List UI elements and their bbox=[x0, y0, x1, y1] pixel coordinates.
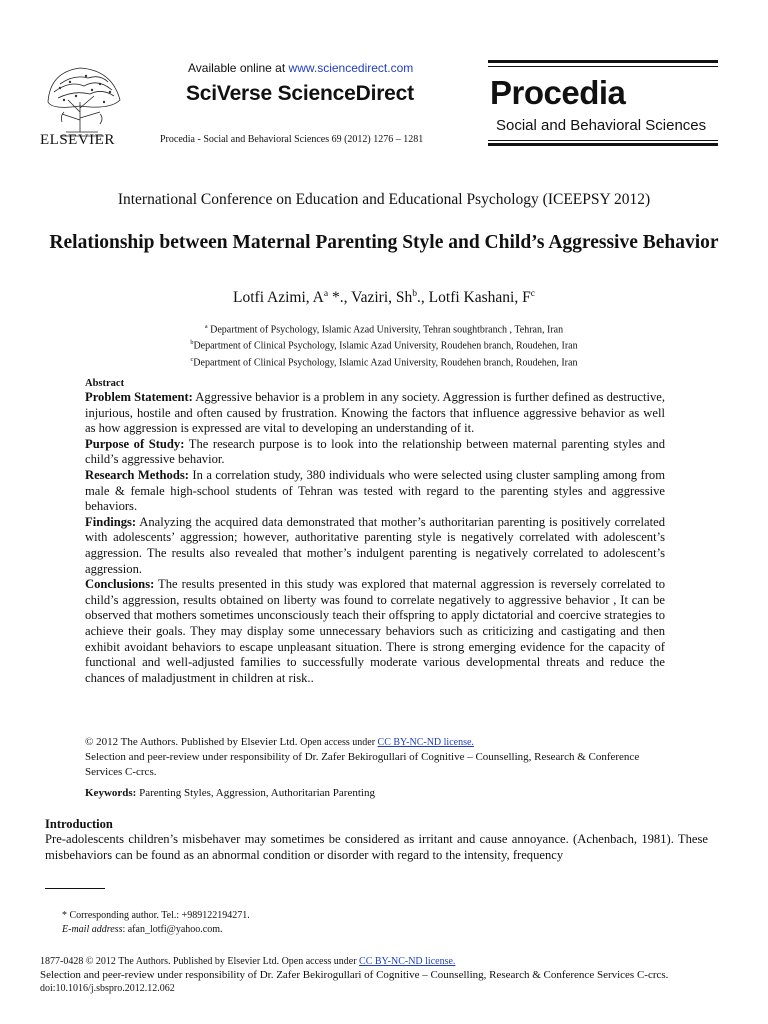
abstract-purpose bbox=[85, 437, 665, 468]
available-prefix: Available online at bbox=[188, 61, 289, 75]
procedia-subtitle: Social and Behavioral Sciences bbox=[496, 117, 707, 134]
section-label: Problem Statement: bbox=[85, 390, 193, 404]
keywords-label: Keywords: bbox=[85, 787, 137, 799]
affiliation-text: Department of Clinical Psychology, Islamic Azad University, Roudehen branch, Roudehen, Iran bbox=[193, 340, 578, 352]
sciencedirect-link[interactable]: www.sciencedirect.com bbox=[288, 61, 414, 75]
author-1-sup: a bbox=[323, 288, 329, 299]
footer-issn-line bbox=[40, 955, 720, 969]
affiliation-sup: c bbox=[190, 355, 194, 363]
open-access-text: Open access under bbox=[279, 956, 360, 967]
procedia-name: Procedia bbox=[490, 74, 626, 111]
page-footer bbox=[40, 955, 720, 996]
conference-name: International Conference on Education and Educational Psychology (ICEEPSY 2012) bbox=[117, 191, 651, 208]
affiliation-a bbox=[0, 320, 768, 336]
affiliation-sup: b bbox=[190, 339, 194, 347]
introduction-heading: Introduction bbox=[45, 817, 113, 831]
author-1: Lotfi Azimi, A bbox=[233, 289, 324, 307]
abstract-conclusions bbox=[85, 577, 665, 686]
affiliation-sup: a bbox=[204, 323, 208, 330]
section-label: Research Methods: bbox=[85, 467, 189, 482]
bottom-rule-thick bbox=[488, 143, 718, 146]
section-text: In a correlation study, 380 individuals who were selected using cluster sampling among from male & female high-school students of Tehran was tested with regard to the parenting styles and aggressive behaviors. bbox=[85, 467, 666, 514]
open-access-text: Open access under bbox=[297, 737, 378, 748]
author-3: ., Lotfi Kashani, F bbox=[417, 289, 531, 307]
affiliation-b bbox=[0, 336, 768, 352]
license-link[interactable]: CC BY-NC-ND license. bbox=[359, 956, 456, 967]
section-label: Purpose of Study: bbox=[85, 436, 185, 451]
abstract bbox=[85, 378, 665, 686]
platform-name: SciVerse ScienceDirect bbox=[186, 82, 414, 105]
author-2-sup: b bbox=[412, 288, 418, 299]
doi: doi:10.1016/j.sbspro.2012.12.062 bbox=[40, 983, 175, 994]
author-list bbox=[0, 288, 768, 307]
section-text: Aggressive behavior is a problem in any society. Aggression is further defined as destructive, injurious, hostile and often caused by frustration. Knowing the factors that influence aggressive behavior as well as how aggression is expressed are vital to developing an understanding of it. bbox=[85, 390, 665, 436]
section-text: The results presented in this study was explored that maternal aggression is reversely correlated to child’s aggression, results obtained on liberty was found to correlate negatively to aggressive behavior , It can be observed that mothers sometimes unconsciously teach their offspring to apply dictatorial and coercive strategies to achieve their goals. They may display some unnecessary behaviors such as criticizing and castigating and then exhibit avoidant behaviors to escape unpleasant situation. There is strong emerging evidence for the capacity of functional and well-adjusted families to successfully moderate various developmental threats and reduce the chances of maladjustment in children at risk.. bbox=[85, 577, 665, 685]
publisher-name: ELSEVIER bbox=[40, 132, 115, 148]
affiliation-text: Department of Clinical Psychology, Islamic Azad University, Roudehen branch, Roudehen, Iran bbox=[193, 356, 578, 368]
author-3-sup: c bbox=[530, 288, 535, 299]
corresponding-author: * Corresponding author. Tel.: +989122194271. bbox=[62, 910, 250, 921]
section-label: Conclusions: bbox=[85, 577, 155, 592]
author-2: *., Vaziri, Sh bbox=[328, 289, 413, 307]
issn: 1877-0428 © 2012 The Authors. Published by Elsevier Ltd. bbox=[40, 956, 280, 967]
available-online bbox=[188, 61, 413, 75]
email-value: : afan_lotfi@yahoo.com. bbox=[122, 924, 223, 935]
top-rule-thick bbox=[488, 60, 718, 63]
section-text: The research purpose is to look into the relationship between maternal parenting styles and child’s aggressive behavior. bbox=[85, 436, 665, 467]
section-text: Analyzing the acquired data demonstrated that mother’s authoritarian parenting is positively correlated with adolescents’ aggression; however, authoritative parenting style is negatively correlated with adolescent’s aggression. The results also revealed that mother’s indulgent parenting is negatively correlated to adolescent’s aggression. bbox=[85, 514, 665, 576]
abstract-heading: Abstract bbox=[85, 378, 125, 389]
procedia-logo bbox=[488, 60, 718, 150]
peer-review-notice: Selection and peer-review under responsibility of Dr. Zafer Bekirogullari of Cognitive – Counselling, Research & Conference Services C-crcs. bbox=[85, 751, 640, 778]
keywords-text: Parenting Styles, Aggression, Authoritarian Parenting bbox=[136, 787, 375, 799]
abstract-findings bbox=[85, 515, 665, 577]
affiliation-c bbox=[0, 353, 768, 369]
paper-title: Relationship between Maternal Parenting Style and Child’s Aggressive Behavior bbox=[49, 232, 719, 253]
keywords bbox=[85, 787, 675, 799]
license-link[interactable]: CC BY-NC-ND license. bbox=[377, 737, 474, 748]
bottom-rule-thin bbox=[488, 140, 718, 141]
email-label: E-mail address bbox=[62, 924, 123, 935]
footnote-rule bbox=[45, 888, 105, 889]
footer-peer-review: Selection and peer-review under responsibility of Dr. Zafer Bekirogullari of Cognitive – Counselling, Research & Conference Services C-crcs. bbox=[40, 968, 669, 981]
copyright-line: © 2012 The Authors. Published by Elsevier Ltd. bbox=[85, 736, 298, 748]
introduction-text: Pre-adolescents children’s misbehaver may sometimes be considered as irritant and cause annoyance. (Achenbach, 1981). These misbehaviors can be found as an abnormal condition or disorder with regard to the intensity, frequency bbox=[45, 832, 708, 862]
copyright-notice bbox=[85, 735, 675, 780]
abstract-methods bbox=[85, 468, 665, 515]
section-label: Findings: bbox=[85, 514, 137, 529]
abstract-problem bbox=[85, 390, 665, 437]
journal-reference: Procedia - Social and Behavioral Sciences 69 (2012) 1276 – 1281 bbox=[160, 134, 424, 145]
affiliations bbox=[0, 320, 768, 369]
top-rule-thin bbox=[488, 66, 718, 67]
affiliation-text: Department of Psychology, Islamic Azad University, Tehran soughtbranch , Tehran, Iran bbox=[210, 324, 564, 336]
email-address bbox=[62, 924, 222, 935]
